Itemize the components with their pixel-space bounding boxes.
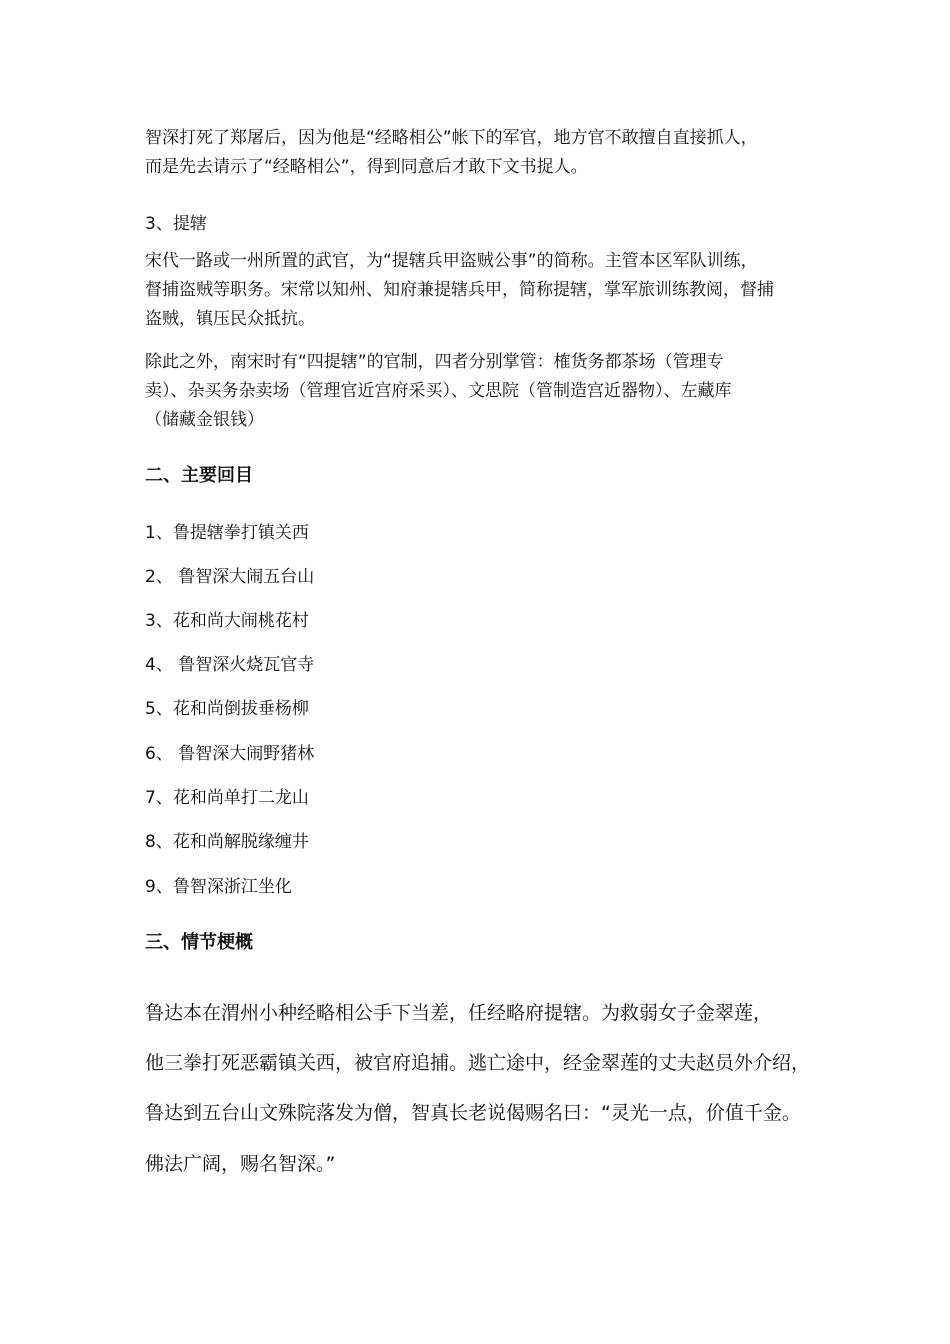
chapter-list-item: 9、鲁智深浙江坐化 xyxy=(145,877,292,897)
chapter-list-item: 5、花和尚倒拔垂杨柳 xyxy=(145,699,309,719)
tixia-para2-line-1: 除此之外，南宋时有“四提辖”的官制，四者分别掌管：榷货务都茶场（管理专 xyxy=(145,352,724,372)
intro-line-2: 而是先去请示了“经略相公”，得到同意后才敢下文书捉人。 xyxy=(145,157,588,177)
section-heading-plot-summary: 三、情节梗概 xyxy=(145,932,253,953)
chapter-list-item: 4、 鲁智深火烧瓦官寺 xyxy=(145,655,315,675)
chapter-list-item: 7、花和尚单打二龙山 xyxy=(145,788,309,808)
tixia-para2-line-3: （储藏金银钱） xyxy=(145,410,264,430)
section-heading-main-chapters: 二、主要回目 xyxy=(145,465,253,486)
tixia-para1-line-2: 督捕盗贼等职务。宋常以知州、知府兼提辖兵甲，简称提辖，掌军旅训练教阅，督捕 xyxy=(145,280,774,300)
intro-line-1: 智深打死了郑屠后，因为他是“经略相公”帐下的军官，地方官不敢擅自直接抓人， xyxy=(145,128,758,148)
chapter-list-item: 1、鲁提辖拳打镇关西 xyxy=(145,523,309,543)
chapter-list-item: 2、 鲁智深大闹五台山 xyxy=(145,567,315,587)
tixia-para1-line-1: 宋代一路或一州所置的武官，为“提辖兵甲盗贼公事”的简称。主管本区军队训练， xyxy=(145,251,758,271)
tixia-para1-line-3: 盗贼，镇压民众抵抗。 xyxy=(145,309,315,329)
plot-line-3: 鲁达到五台山文殊院落发为僧，智真长老说偈赐名曰：“灵光一点，价值千金。 xyxy=(145,1102,801,1124)
chapter-list-item: 3、花和尚大闹桃花村 xyxy=(145,611,309,631)
tixia-para2-line-2: 卖）、杂买务杂卖场（管理官近宫府采买）、文思院（管制造宫近器物）、左藏库 xyxy=(145,381,732,401)
plot-line-4: 佛法广阔，赐名智深。” xyxy=(145,1153,336,1175)
plot-line-1: 鲁达本在渭州小种经略相公手下当差，任经略府提辖。为救弱女子金翠莲， xyxy=(145,1002,773,1024)
plot-line-2: 他三拳打死恶霸镇关西，被官府追捕。逃亡途中，经金翠莲的丈夫赵员外介绍， xyxy=(145,1052,811,1074)
chapter-list-item: 8、花和尚解脱缘缠井 xyxy=(145,832,309,852)
chapter-list-item: 6、 鲁智深大闹野猪林 xyxy=(145,744,315,764)
subsection-title-tixia: 3、提辖 xyxy=(145,214,207,234)
